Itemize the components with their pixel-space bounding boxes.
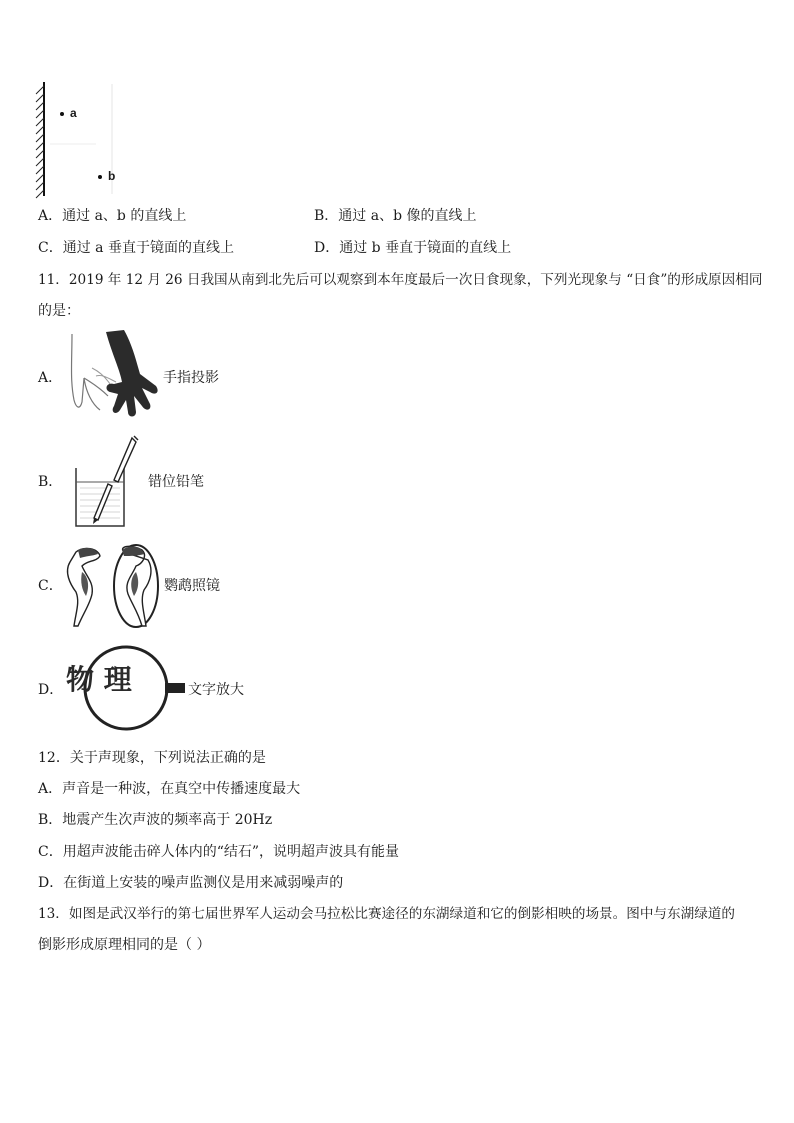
option-text: 通过 a 垂直于镜面的直线上 — [62, 240, 234, 256]
q11-option-d-key: D． — [38, 682, 64, 698]
q12-option-b — [38, 810, 272, 830]
q13-stem-line1: 13．如图是武汉举行的第七届世界军人运动会马拉松比赛途径的东湖绿道和它的倒影相映的场景。图中与东湖绿道的 — [38, 906, 735, 922]
option-text: 通过 b 垂直于镜面的直线上 — [339, 240, 512, 256]
option-key: D． — [314, 240, 340, 256]
option-key: A． — [38, 208, 63, 224]
option-text: 通过 a、b 的直线上 — [62, 208, 187, 224]
q11-option-b-key: B． — [38, 474, 63, 490]
q10-option-b — [314, 206, 477, 226]
option-key: B． — [38, 812, 63, 828]
q12-option-c — [38, 842, 399, 862]
q13-stem-line2: 倒影形成原理相同的是（ ） — [38, 937, 211, 953]
q11-stem-line2: 的是： — [38, 303, 80, 319]
point-b-dot — [98, 175, 102, 179]
mirror-figure — [36, 82, 126, 200]
magnified-text: 物 理 — [66, 663, 132, 696]
q11-option-a-caption: 手指投影 — [163, 370, 219, 386]
point-a-dot — [60, 112, 64, 116]
option-key: C． — [38, 240, 63, 256]
option-key: A． — [38, 781, 63, 797]
q11-option-c-key: C． — [38, 578, 63, 594]
q11-option-c-caption: 鹦鹉照镜 — [164, 578, 220, 594]
q10-option-a — [38, 206, 186, 226]
option-text: 地震产生次声波的频率高于 20Hz — [62, 812, 273, 828]
parrot-mirror-icon — [62, 542, 162, 632]
option-text: 声音是一种波，在真空中传播速度最大 — [62, 781, 301, 797]
point-b-label: b — [108, 169, 116, 183]
q11-option-a-key: A． — [38, 370, 63, 386]
option-key: D． — [38, 875, 64, 891]
q11-stem-line1: 11．2019 年 12 月 26 日我国从南到北先后可以观察到本年度最后一次日食现象，下列光现象与 “日食”的形成原因相同 — [38, 272, 763, 288]
option-key: B． — [314, 208, 339, 224]
option-text: 用超声波能击碎人体内的“结石”，说明超声波具有能量 — [62, 844, 400, 860]
q10-option-d — [314, 238, 511, 258]
q11-option-d-caption: 文字放大 — [188, 682, 244, 698]
q12-option-d — [38, 873, 343, 893]
q12-option-a — [38, 779, 300, 799]
option-text: 通过 a、b 像的直线上 — [338, 208, 477, 224]
magnifier-figure — [62, 643, 192, 733]
q11-option-b-caption: 错位铅笔 — [148, 474, 204, 490]
point-a-label: a — [70, 106, 77, 120]
hand-shadow-icon — [66, 330, 161, 425]
option-key: C． — [38, 844, 63, 860]
pencil-in-water-icon — [72, 434, 142, 530]
q12-stem: 12．关于声现象，下列说法正确的是 — [38, 750, 266, 766]
q10-option-c — [38, 238, 234, 258]
option-text: 在街道上安装的噪声监测仪是用来减弱噪声的 — [63, 875, 344, 891]
